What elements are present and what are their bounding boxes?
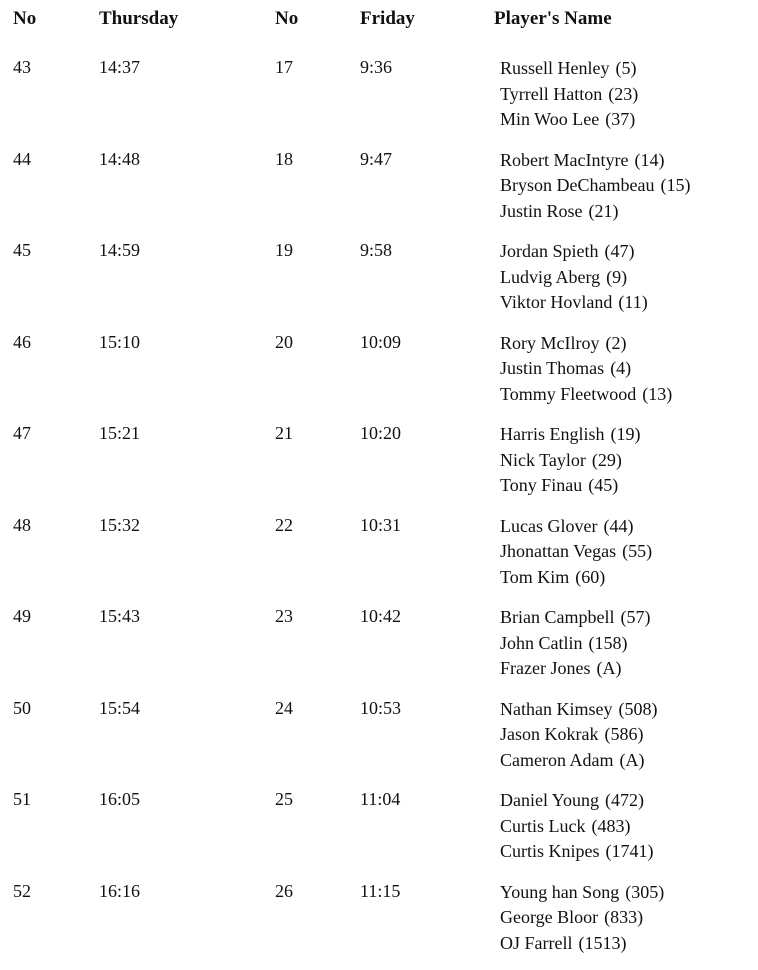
group-no-thursday: 45	[13, 240, 31, 260]
groups-container	[0, 40, 758, 955]
player-ranking: (1513)	[578, 932, 627, 953]
player-list	[500, 697, 657, 774]
player-ranking: (19)	[610, 424, 641, 444]
thursday-tee-time: 14:37	[99, 57, 141, 77]
friday-tee-time: 9:58	[360, 240, 393, 260]
player-name: Robert MacIntyre	[500, 149, 629, 170]
player-name: George Bloor	[500, 907, 599, 927]
thursday-tee-time: 16:05	[99, 789, 141, 809]
group-no-thursday: 47	[13, 423, 31, 443]
table-row	[0, 589, 758, 681]
player-name: Curtis Knipes	[500, 841, 600, 861]
player-name: Bryson DeChambeau	[500, 175, 655, 195]
group-no-friday: 17	[275, 57, 293, 77]
player-name: Min Woo Lee	[500, 109, 600, 129]
player-name: Jason Kokrak	[500, 724, 599, 744]
player-entry	[500, 173, 690, 199]
friday-tee-time: 9:47	[360, 148, 393, 169]
player-ranking: (14)	[634, 149, 665, 170]
player-ranking: (29)	[591, 449, 622, 470]
thursday-tee-time: 15:54	[99, 697, 141, 718]
thursday-tee-time: 15:10	[99, 331, 141, 352]
player-name: Justin Thomas	[500, 358, 605, 378]
player-entry	[500, 199, 690, 225]
group-no-friday: 22	[275, 514, 293, 535]
group-no-friday: 18	[275, 148, 293, 169]
player-entry	[500, 239, 648, 265]
player-name: Ludvig Aberg	[500, 266, 601, 287]
table-row	[0, 132, 758, 224]
player-name: Tom Kim	[500, 566, 570, 587]
player-ranking: (508)	[618, 698, 658, 719]
player-ranking: (586)	[604, 724, 644, 744]
group-no-thursday: 49	[13, 606, 31, 626]
player-ranking: (158)	[588, 632, 628, 653]
player-entry	[500, 748, 657, 774]
player-list	[500, 880, 664, 957]
friday-tee-time: 10:31	[360, 514, 402, 535]
table-row	[0, 498, 758, 590]
player-ranking: (15)	[660, 175, 691, 195]
player-entry	[500, 356, 672, 382]
table-row	[0, 864, 758, 956]
group-no-thursday: 43	[13, 57, 31, 77]
player-ranking: (4)	[610, 358, 632, 378]
thursday-tee-time: 15:32	[99, 514, 141, 535]
player-list	[500, 514, 652, 591]
player-entry	[500, 697, 657, 723]
thursday-tee-time: 14:48	[99, 148, 141, 169]
player-list	[500, 605, 650, 682]
player-name: Tony Finau	[500, 475, 583, 495]
table-row	[0, 681, 758, 773]
player-ranking: (44)	[603, 515, 634, 536]
player-list	[500, 331, 672, 408]
player-entry	[500, 290, 648, 316]
player-name: Brian Campbell	[500, 607, 615, 627]
group-no-friday: 23	[275, 606, 293, 626]
player-name: John Catlin	[500, 632, 583, 653]
player-entry	[500, 931, 664, 957]
group-no-thursday: 46	[13, 331, 31, 352]
player-entry	[500, 514, 652, 540]
player-entry	[500, 82, 638, 108]
thursday-tee-time: 15:43	[99, 606, 141, 626]
group-no-thursday: 52	[13, 880, 31, 901]
player-name: Cameron Adam	[500, 749, 614, 770]
friday-tee-time: 10:42	[360, 606, 402, 626]
player-list	[500, 239, 648, 316]
group-no-friday: 21	[275, 423, 293, 443]
header-thursday: Thursday	[99, 8, 179, 29]
header-players-name: Player's Name	[494, 8, 612, 29]
player-entry	[500, 905, 664, 931]
player-list	[500, 56, 638, 133]
player-ranking: (305)	[625, 881, 665, 902]
player-entry	[500, 880, 664, 906]
player-ranking: (A)	[596, 658, 622, 678]
player-list	[500, 422, 640, 499]
player-name: OJ Farrell	[500, 932, 573, 953]
player-name: Frazer Jones	[500, 658, 591, 678]
player-ranking: (60)	[575, 566, 606, 587]
player-name: Rory McIlroy	[500, 332, 600, 353]
friday-tee-time: 10:20	[360, 423, 402, 443]
player-ranking: (472)	[605, 790, 645, 810]
player-name: Viktor Hovland	[500, 292, 613, 312]
player-name: Nathan Kimsey	[500, 698, 613, 719]
header-no-thursday: No	[13, 8, 37, 29]
player-ranking: (21)	[588, 200, 619, 221]
player-name: Jordan Spieth	[500, 241, 599, 261]
table-row	[0, 315, 758, 407]
player-ranking: (47)	[604, 241, 635, 261]
player-ranking: (37)	[605, 109, 636, 129]
player-entry	[500, 605, 650, 631]
group-no-friday: 24	[275, 697, 293, 718]
player-entry	[500, 331, 672, 357]
group-no-friday: 26	[275, 880, 293, 901]
player-ranking: (45)	[588, 475, 619, 495]
player-entry	[500, 148, 690, 174]
group-no-thursday: 50	[13, 697, 31, 718]
player-name: Justin Rose	[500, 200, 583, 221]
player-entry	[500, 565, 652, 591]
friday-tee-time: 10:09	[360, 331, 402, 352]
table-row	[0, 40, 758, 132]
group-no-thursday: 51	[13, 789, 31, 809]
player-ranking: (55)	[622, 541, 653, 561]
player-entry	[500, 788, 654, 814]
player-name: Tommy Fleetwood	[500, 383, 637, 404]
player-ranking: (23)	[608, 83, 639, 104]
player-entry	[500, 814, 654, 840]
player-name: Nick Taylor	[500, 449, 586, 470]
player-entry	[500, 722, 657, 748]
table-row	[0, 406, 758, 498]
friday-tee-time: 9:36	[360, 57, 393, 77]
player-entry	[500, 839, 654, 865]
friday-tee-time: 11:04	[360, 789, 401, 809]
player-ranking: (5)	[615, 58, 637, 78]
player-entry	[500, 631, 650, 657]
player-name: Curtis Luck	[500, 815, 586, 836]
thursday-tee-time: 16:16	[99, 880, 141, 901]
player-ranking: (2)	[605, 332, 627, 353]
player-name: Tyrrell Hatton	[500, 83, 603, 104]
player-ranking: (483)	[591, 815, 631, 836]
player-entry	[500, 265, 648, 291]
group-no-friday: 25	[275, 789, 293, 809]
player-name: Young han Song	[500, 881, 620, 902]
player-entry	[500, 382, 672, 408]
player-ranking: (11)	[618, 292, 648, 312]
friday-tee-time: 10:53	[360, 697, 402, 718]
player-ranking: (57)	[620, 607, 651, 627]
player-entry	[500, 448, 640, 474]
player-ranking: (A)	[619, 749, 645, 770]
thursday-tee-time: 14:59	[99, 240, 141, 260]
player-list	[500, 788, 654, 865]
player-entry	[500, 107, 638, 133]
group-no-friday: 19	[275, 240, 293, 260]
thursday-tee-time: 15:21	[99, 423, 141, 443]
table-row	[0, 223, 758, 315]
group-no-thursday: 44	[13, 148, 31, 169]
player-entry	[500, 56, 638, 82]
player-name: Daniel Young	[500, 790, 600, 810]
player-list	[500, 148, 690, 225]
table-header-row	[0, 0, 758, 40]
player-name: Jhonattan Vegas	[500, 541, 617, 561]
player-entry	[500, 656, 650, 682]
group-no-thursday: 48	[13, 514, 31, 535]
group-no-friday: 20	[275, 331, 293, 352]
friday-tee-time: 11:15	[360, 880, 401, 901]
player-entry	[500, 473, 640, 499]
player-ranking: (833)	[604, 907, 644, 927]
player-ranking: (13)	[642, 383, 673, 404]
player-ranking: (9)	[606, 266, 628, 287]
table-row	[0, 772, 758, 864]
player-ranking: (1741)	[605, 841, 654, 861]
header-no-friday: No	[275, 8, 299, 29]
player-name: Lucas Glover	[500, 515, 598, 536]
player-entry	[500, 422, 640, 448]
header-friday: Friday	[360, 8, 415, 29]
player-entry	[500, 539, 652, 565]
player-name: Russell Henley	[500, 58, 610, 78]
player-name: Harris English	[500, 424, 605, 444]
